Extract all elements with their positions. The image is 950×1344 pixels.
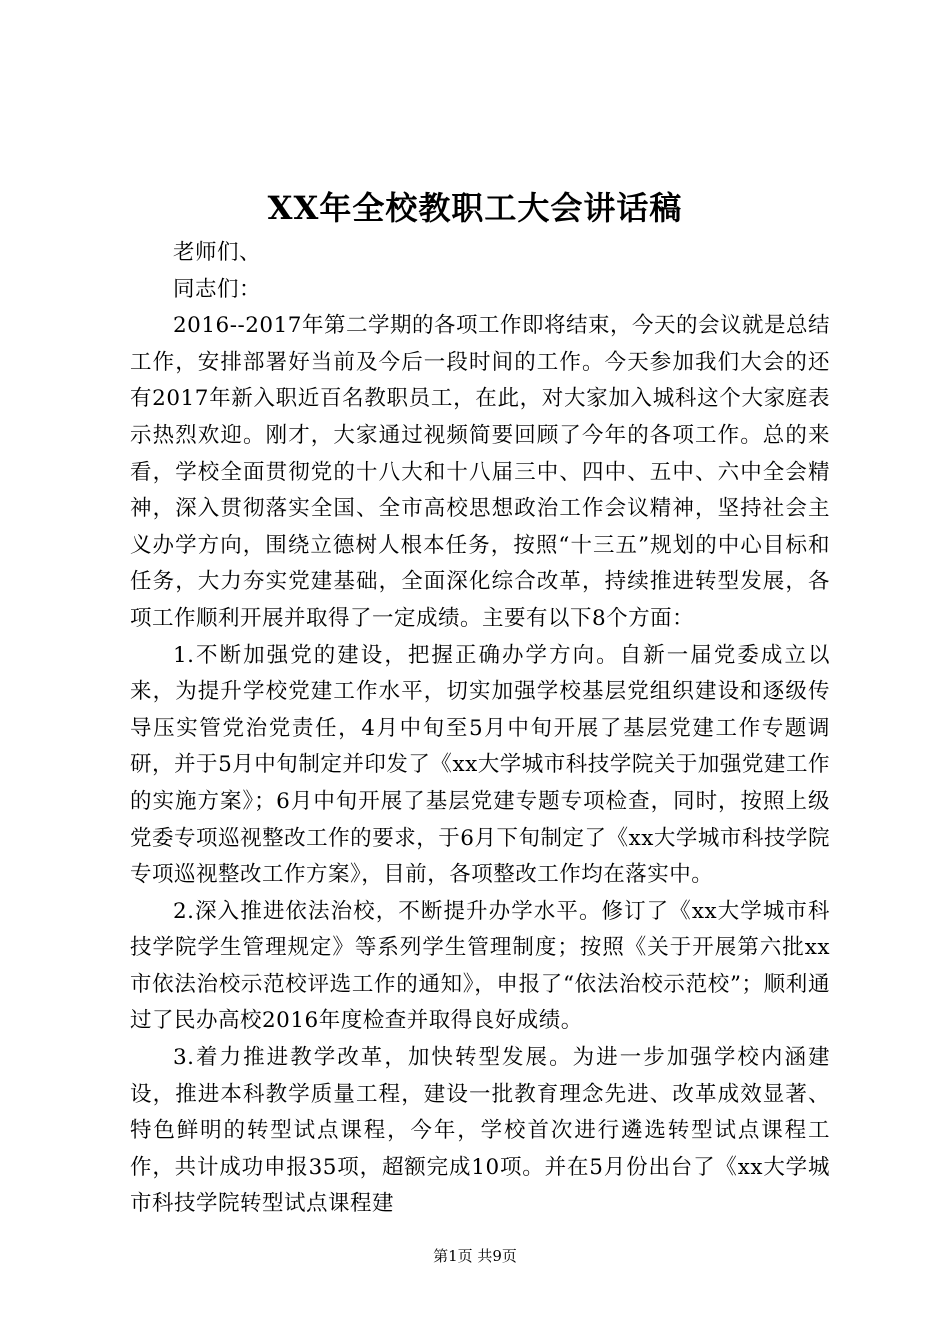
paragraph-rule-of-law: 2.深入推进依法治校，不断提升办学水平。修订了《xx大学城市科技学院学生管理规定》等系列学生管理制度；按照《关于开展第六批xx市依法治校示范校评选工作的通知》，申报了“依法治校示范校”；顺利通过了民办高校2016年度检查并取得良好成绩。 xyxy=(130,898,830,1034)
salutation-teachers: 老师们、 xyxy=(173,240,262,265)
paragraph-teaching-reform: 3.着力推进教学改革，加快转型发展。为进一步加强学校内涵建设，推进本科教学质量工程，建设一批教育理念先进、改革成效显著、特色鲜明的转型试点课程，今年，学校首次进行遴选转型试点课程工作，共计成功申报35项，超额完成10项。并在5月份出台了《xx大学城市科技学院转型试点课程建 xyxy=(130,1045,830,1217)
page-number-footer: 第1页 共9页 xyxy=(433,1247,517,1265)
paragraph-party-building: 1.不断加强党的建设，把握正确办学方向。自新一届党委成立以来，为提升学校党建工作水平，切实加强学校基层党组织建设和逐级传导压实管党治党责任，4月中旬至5月中旬开展了基层党建工作专题调研，并于5月中旬制定并印发了《xx大学城市科技学院关于加强党建工作的实施方案》；6月中旬开展了基层党建专题专项检查，同时，按照上级党委专项巡视整改工作的要求，于6月下旬制定了《xx大学城市科技学院专项巡视整改工作方案》，目前，各项整改工作均在落实中。 xyxy=(130,642,830,888)
document-body xyxy=(130,235,830,1223)
salutation-comrades: 同志们： xyxy=(173,276,262,302)
document-title: XX年全校教职工大会讲话稿 xyxy=(267,189,683,227)
paragraph-intro: 2016--2017年第二学期的各项工作即将结束，今天的会议就是总结工作，安排部署好当前及今后一段时间的工作。今天参加我们大会的还有2017年新入职近百名教职员工，在此，对大家加入城科这个大家庭表示热烈欢迎。刚才，大家通过视频简要回顾了今年的各项工作。总的来看，学校全面贯彻党的十八大和十八届三中、四中、五中、六中全会精神，深入贯彻落实全国、全市高校思想政治工作会议精神，坚持社会主义办学方向，围绕立德树人根本任务，按照“十三五”规划的中心目标和任务，大力夯实党建基础，全面深化综合改革，持续推进转型发展，各项工作顺利开展并取得了一定成绩。主要有以下8个方面： xyxy=(130,313,830,631)
